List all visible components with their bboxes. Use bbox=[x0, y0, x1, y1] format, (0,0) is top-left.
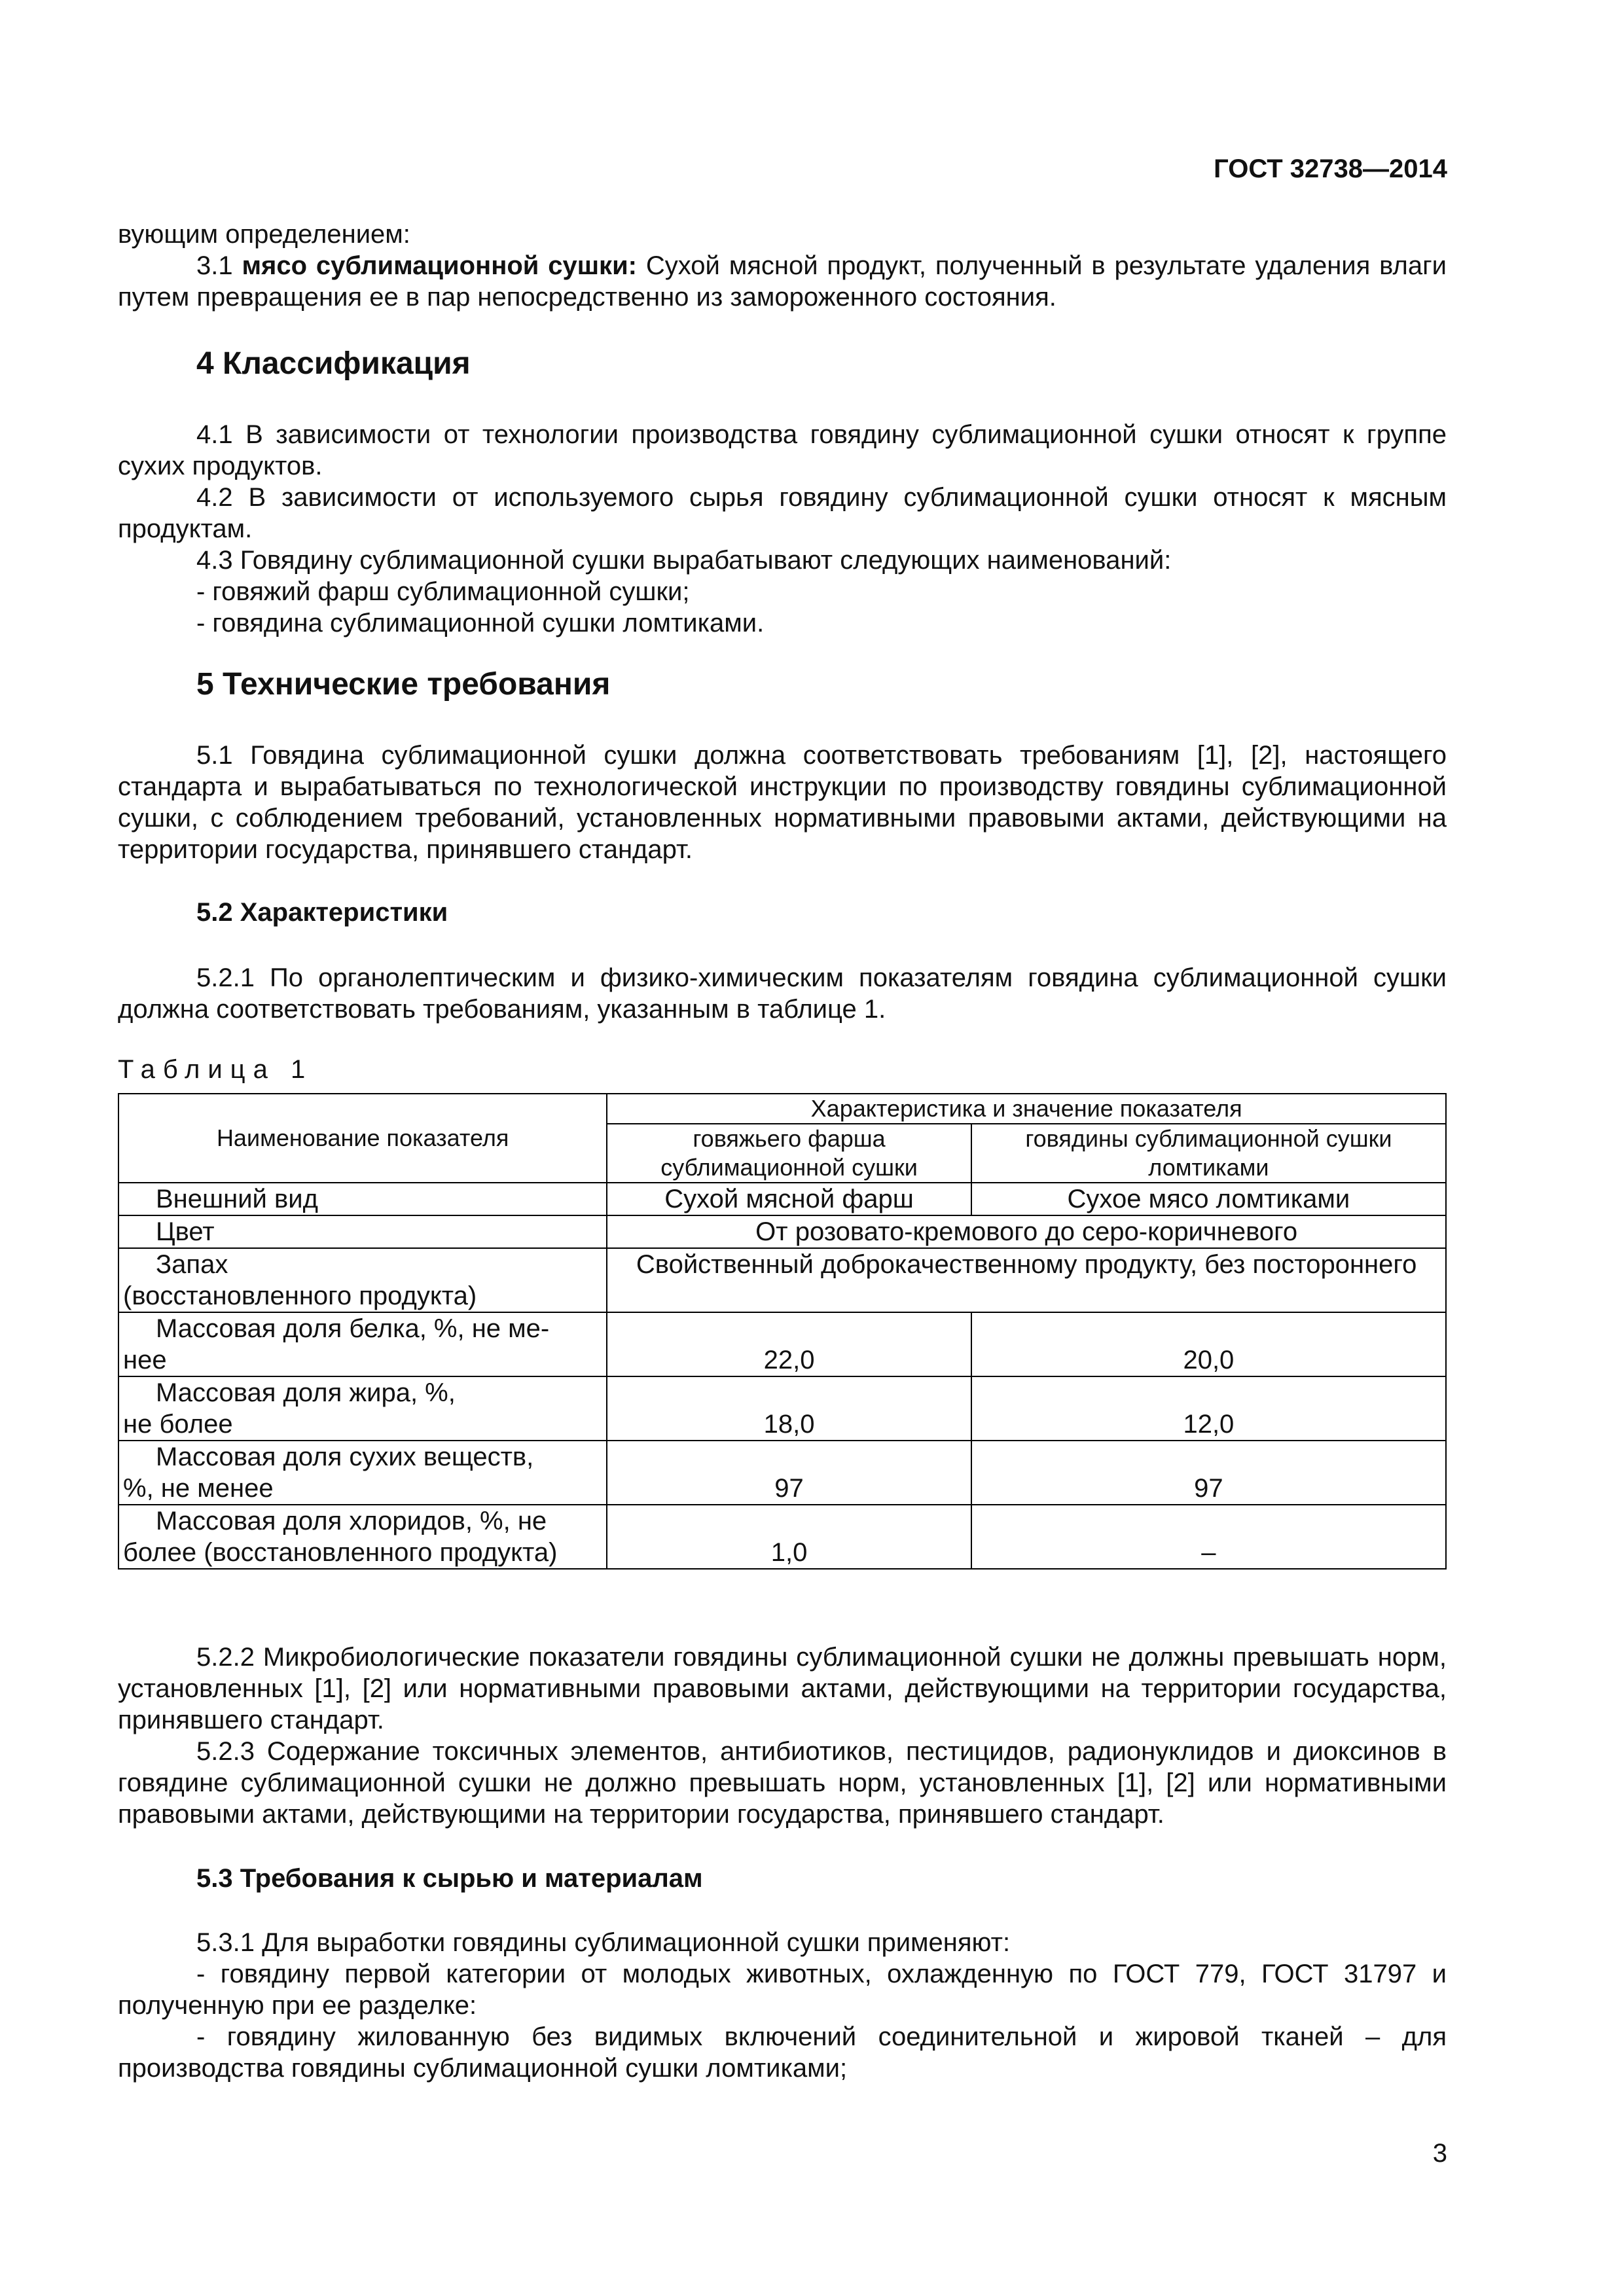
row-value: 22,0 bbox=[607, 1312, 971, 1376]
header-col-slices: говядины сублимационной сушки ломтиками bbox=[971, 1124, 1446, 1183]
section-4-body bbox=[118, 419, 1447, 639]
row-value: 20,0 bbox=[971, 1312, 1446, 1376]
page-number: 3 bbox=[1432, 2139, 1447, 2168]
characteristics-table bbox=[118, 1093, 1447, 1570]
row-value: От розовато-кремового до серо-коричневого bbox=[607, 1215, 1446, 1248]
list-item: - говядина сублимационной сушки ломтиками. bbox=[196, 609, 765, 637]
section-5-3-body bbox=[118, 1927, 1447, 2084]
section-5-3-title: 5.3 Требования к сырью и материалам bbox=[196, 1864, 703, 1893]
table-row bbox=[118, 1215, 1446, 1248]
row-name: Массовая доля сухих веществ, %, не менее bbox=[118, 1441, 607, 1505]
header-group: Характеристика и значение показателя bbox=[607, 1094, 1446, 1124]
clause-4-1: 4.1 В зависимости от технологии производства говядину сублимационной сушки относят к группе сухих продуктов. bbox=[118, 420, 1447, 480]
row-value: 18,0 bbox=[607, 1376, 971, 1441]
clause-4-3: 4.3 Говядину сублимационной сушки вырабатывают следующих наименований: bbox=[196, 546, 1172, 575]
clause-5-2-2: 5.2.2 Микробиологические показатели говядины сублимационной сушки не должны превышать норм, установленных [1], [2] или нормативными правовыми актами, действующими на территории государства, принявшего стандарт. bbox=[118, 1643, 1447, 1734]
definition-3-1: 3.1 мясо сублимационной сушки: Сухой мясной продукт, полученный в результате удаления влаги путем превращения ее в пар непосредственно из замороженного состояния. bbox=[118, 251, 1447, 312]
row-value: 12,0 bbox=[971, 1376, 1446, 1441]
row-value: Свойственный доброкачественному продукту, без постороннего bbox=[607, 1248, 1446, 1312]
table-row bbox=[118, 1248, 1446, 1312]
table-1 bbox=[118, 1093, 1447, 1570]
table-caption-text: Таблица 1 bbox=[118, 1055, 314, 1084]
row-value: 97 bbox=[971, 1441, 1446, 1505]
clause-4-2: 4.2 В зависимости от используемого сырья говядину сублимационной сушки относят к мясным продуктам. bbox=[118, 483, 1447, 543]
table-row bbox=[118, 1441, 1446, 1505]
section-4 bbox=[118, 346, 1447, 382]
row-name: Цвет bbox=[118, 1215, 607, 1248]
definition-term: мясо сублимационной сушки: bbox=[242, 251, 637, 280]
row-value: 97 bbox=[607, 1441, 971, 1505]
after-table-body bbox=[118, 1641, 1447, 1830]
section-5-3 bbox=[118, 1864, 1447, 1893]
section-5-body bbox=[118, 740, 1447, 865]
row-name: Массовая доля хлоридов, %, не более (восстановленного продукта) bbox=[118, 1505, 607, 1569]
row-name: Внешний вид bbox=[118, 1183, 607, 1215]
row-value: 1,0 bbox=[607, 1505, 971, 1569]
clause-5-2-3: 5.2.3 Содержание токсичных элементов, антибиотиков, пестицидов, радионуклидов и диоксинов в говядине сублимационной сушки не должно превышать норм, установленных [1], [2] или нормативными правовыми актами, действующими на территории государства, принявшего стандарт. bbox=[118, 1737, 1447, 1829]
table-row bbox=[118, 1312, 1446, 1376]
list-item: - говядину жилованную без видимых включений соединительной и жировой тканей – для производства говядины сублимационной сушки ломтиками; bbox=[118, 2022, 1447, 2083]
row-value: Сухое мясо ломтиками bbox=[971, 1183, 1446, 1215]
section-5-2-title: 5.2 Характеристики bbox=[196, 898, 448, 927]
clause-5-3-1: 5.3.1 Для выработки говядины сублимационной сушки применяют: bbox=[196, 1928, 1011, 1957]
section-5-2 bbox=[118, 898, 1447, 927]
row-name: Запах (восстановленного продукта) bbox=[118, 1248, 607, 1312]
row-value: Сухой мясной фарш bbox=[607, 1183, 971, 1215]
clause-5-1: 5.1 Говядина сублимационной сушки должна соответствовать требованиям [1], [2], настоящего стандарта и вырабатываться по технологической инструкции по производству говядины сублимационной сушки, с соблюдением требований, установленных нормативными правовыми актами, действующими на территории государства, принявшего стандарт. bbox=[118, 741, 1447, 864]
document-header: ГОСТ 32738—2014 bbox=[1214, 154, 1447, 183]
section-5-title: 5 Технические требования bbox=[196, 667, 611, 702]
intro-tail: вующим определением: bbox=[118, 220, 410, 249]
row-value: – bbox=[971, 1505, 1446, 1569]
list-item: - говяжий фарш сублимационной сушки; bbox=[196, 577, 690, 606]
list-item: - говядину первой категории от молодых животных, охлажденную по ГОСТ 779, ГОСТ 31797 и полученную при ее разделке: bbox=[118, 1960, 1447, 2020]
header-name: Наименование показателя bbox=[118, 1094, 607, 1183]
clause-5-2-1: 5.2.1 По органолептическим и физико-химическим показателям говядина сублимационной сушки должна соответствовать требованиям, указанным в таблице 1. bbox=[118, 963, 1447, 1024]
table-caption bbox=[118, 1055, 1447, 1085]
definitions-block bbox=[118, 219, 1447, 313]
section-4-title: 4 Классификация bbox=[196, 346, 471, 381]
row-name: Массовая доля жира, %, не более bbox=[118, 1376, 607, 1441]
table-row bbox=[118, 1505, 1446, 1569]
row-name: Массовая доля белка, %, не ме- нее bbox=[118, 1312, 607, 1376]
section-5 bbox=[118, 666, 1447, 702]
table-row bbox=[118, 1376, 1446, 1441]
header-col-mince: говяжьего фарша сублимационной сушки bbox=[607, 1124, 971, 1183]
table-row bbox=[118, 1183, 1446, 1215]
section-5-2-body bbox=[118, 962, 1447, 1025]
